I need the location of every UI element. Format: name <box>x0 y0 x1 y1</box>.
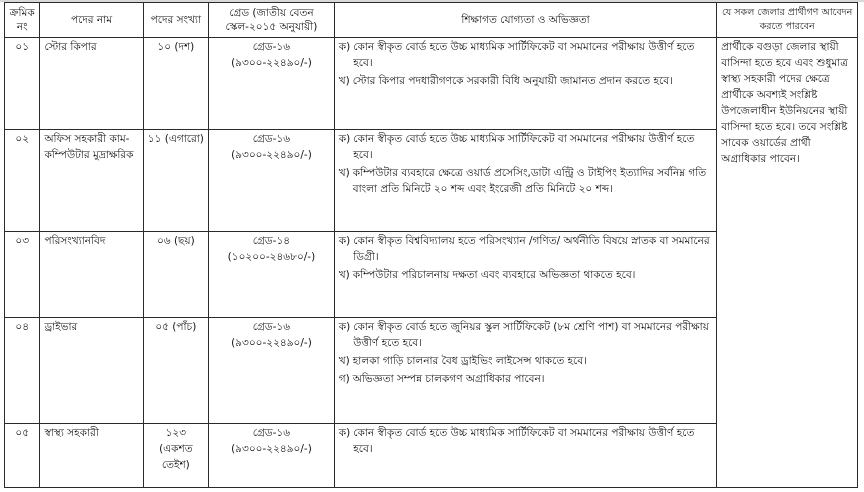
grade-cell <box>209 232 335 318</box>
grade-scale: (৯৩০০-২২৪৯০/-) <box>231 337 312 349</box>
grade-label: গ্রেড-১৬ <box>252 41 291 53</box>
grade-cell <box>209 424 335 488</box>
post-count-cell: ১১ (এগারো) <box>143 130 209 232</box>
qualification-text: কোন স্বীকৃত বোর্ড হতে উচ্চ মাধ্যমিক সার্টিফিকেট বা সমমানের পরীক্ষায় উত্তীর্ণ হতে হবে। <box>353 427 695 455</box>
qualification-marker: ক) <box>338 427 351 439</box>
qualification-text: কোন স্বীকৃত বোর্ড হতে উচ্চ মাধ্যমিক সার্টিফিকেট বা সমমানের পরীক্ষায় উত্তীর্ণ হতে হবে। <box>353 41 695 69</box>
post-name-cell: স্টোর কিপার <box>40 38 143 130</box>
qualification-marker: খ) <box>338 355 350 367</box>
table-body <box>5 38 858 488</box>
grade-scale: (১০২০০-২৪৬৮০/-) <box>227 251 316 263</box>
qualification-text: কোন স্বীকৃত বোর্ড হতে জুনিয়র স্কুল সার্টিফিকেট (৮ম শ্রেণি পাশ) বা সমমানের পরীক্ষায় উত্তীর্ণ হতে হবে। <box>353 321 709 349</box>
qualification-text: কোন স্বীকৃত বোর্ড হতে উচ্চ মাধ্যমিক সার্টিফিকেট বা সমমানের পরীক্ষায় উত্তীর্ণ হতে হবে। <box>353 133 695 161</box>
grade-cell <box>209 38 335 130</box>
header-post-name: পদের নাম <box>40 3 143 38</box>
header-district: যে সকল জেলার প্রার্থীগণ আবেদন করতে পারবেন <box>717 3 858 38</box>
qualification-cell <box>334 424 716 488</box>
post-name-cell: ড্রাইভার <box>40 318 143 424</box>
grade-label: গ্রেড-১৬ <box>252 321 291 333</box>
posts-table <box>4 2 858 488</box>
qualification-text: স্টোর কিপার পদধারীগণকে সরকারী বিধি অনুযায়ী জামানত প্রদান করতে হবে। <box>352 75 673 87</box>
header-post-count: পদের সংখ্যা <box>143 3 209 38</box>
qualification-marker: খ) <box>338 167 350 179</box>
grade-label: গ্রেড-১৬ <box>252 133 291 145</box>
serial-cell: ০২ <box>5 130 40 232</box>
qualification-marker: ক) <box>338 133 351 145</box>
grade-cell <box>209 130 335 232</box>
qualification-text: কোন স্বীকৃত বিশ্ববিদ্যালয় হতে পরিসংখ্যান /গণিত/ অর্থনীতি বিষয়ে স্নাতক বা সমমানের ডিগ্রী। <box>353 235 710 263</box>
qualification-marker: ক) <box>338 321 351 333</box>
qualification-item <box>339 131 712 163</box>
qualification-item <box>339 165 712 197</box>
grade-label: গ্রেড-১৪ <box>252 235 291 247</box>
grade-cell <box>209 318 335 424</box>
serial-cell: ০৪ <box>5 318 40 424</box>
qualification-item <box>339 39 712 71</box>
qualification-marker: খ) <box>338 269 350 281</box>
post-name-cell: স্বাস্থ্য সহকারী <box>40 424 143 488</box>
qualification-marker: ক) <box>338 235 351 247</box>
qualification-text: হালকা গাড়ি চালনার বৈধ ড্রাইভিং লাইসেন্স থাকতে হবে। <box>352 355 587 367</box>
grade-label: গ্রেড-১৬ <box>252 427 291 439</box>
header-grade: গ্রেড (জাতীয় বেতন স্কেল-২০১৫ অনুযায়ী) <box>209 3 335 38</box>
serial-cell: ০৩ <box>5 232 40 318</box>
serial-cell: ০১ <box>5 38 40 130</box>
post-count-cell: ০৬ (ছয়) <box>143 232 209 318</box>
qualification-item <box>339 267 712 283</box>
grade-scale: (৯৩০০-২২৪৯০/-) <box>231 149 312 161</box>
post-count-cell: ০৫ (পাঁচ) <box>143 318 209 424</box>
qualification-cell <box>334 318 716 424</box>
header-sl: ক্রমিক নং <box>5 3 40 38</box>
qualification-item <box>339 319 712 351</box>
qualification-text: অভিজ্ঞতা সম্পন্ন চালকগণ অগ্রাধিকার পাবেন। <box>352 373 545 385</box>
grade-scale: (৯৩০০-২২৪৯০/-) <box>231 57 312 69</box>
serial-cell: ০৫ <box>5 424 40 488</box>
post-count-cell: ১০ (দশ) <box>143 38 209 130</box>
qualification-cell <box>334 232 716 318</box>
qualification-cell <box>334 130 716 232</box>
grade-scale: (৯৩০০-২২৪৯০/-) <box>231 443 312 455</box>
qualification-item <box>339 353 712 369</box>
table-header-row <box>5 3 858 38</box>
post-name-cell: অফিস সহকারী কাম-কম্পিউটার মুদ্রাক্ষরিক <box>40 130 143 232</box>
post-count-cell: ১২৩ (একশত তেইশ) <box>143 424 209 488</box>
qualification-item <box>339 425 712 457</box>
qualification-item <box>339 233 712 265</box>
qualification-marker: ক) <box>338 41 351 53</box>
district-eligibility-cell: প্রার্থীকে বগুড়া জেলার স্থায়ী বাসিন্দা হতে হবে এবং শুধুমাত্র স্বাস্থ্য সহকারী পদের ক্ষেত্রে প্রার্থীকে অবশ্যই সংশ্লিষ্ট উপজেলাধীন ইউনিয়নের স্থায়ী বাসিন্দা হতে হবে। তবে সংশ্লিষ্ট সাবেক ওয়ার্ডের প্রার্থী অগ্রাধিকার পাবেন। <box>717 38 858 488</box>
qualification-text: কম্পিউটার পরিচালনায় দক্ষতা এবং ব্যবহারে অভিজ্ঞতা থাকতে হবে। <box>352 269 636 281</box>
qualification-marker: গ) <box>338 373 350 385</box>
qualification-marker: খ) <box>338 75 350 87</box>
header-qualification: শিক্ষাগত যোগ্যতা ও অভিজ্ঞতা <box>334 3 716 38</box>
qualification-item <box>339 73 712 89</box>
qualification-text: কম্পিউটার ব্যবহারে ক্ষেত্রে ওয়ার্ড প্রসেসিং,ডাটা এন্ট্রি ও টাইপিং ইত্যাদির সর্বনিম্ন গতি বাংলা প্রতি মিনিটে ২০ শব্দ এবং ইংরেজী প্রতি মিনিটে ২০ শব্দ। <box>352 167 707 195</box>
post-name-cell: পরিসংখ্যানবিদ <box>40 232 143 318</box>
table-row <box>5 38 858 130</box>
qualification-item <box>339 371 712 387</box>
qualification-cell <box>334 38 716 130</box>
